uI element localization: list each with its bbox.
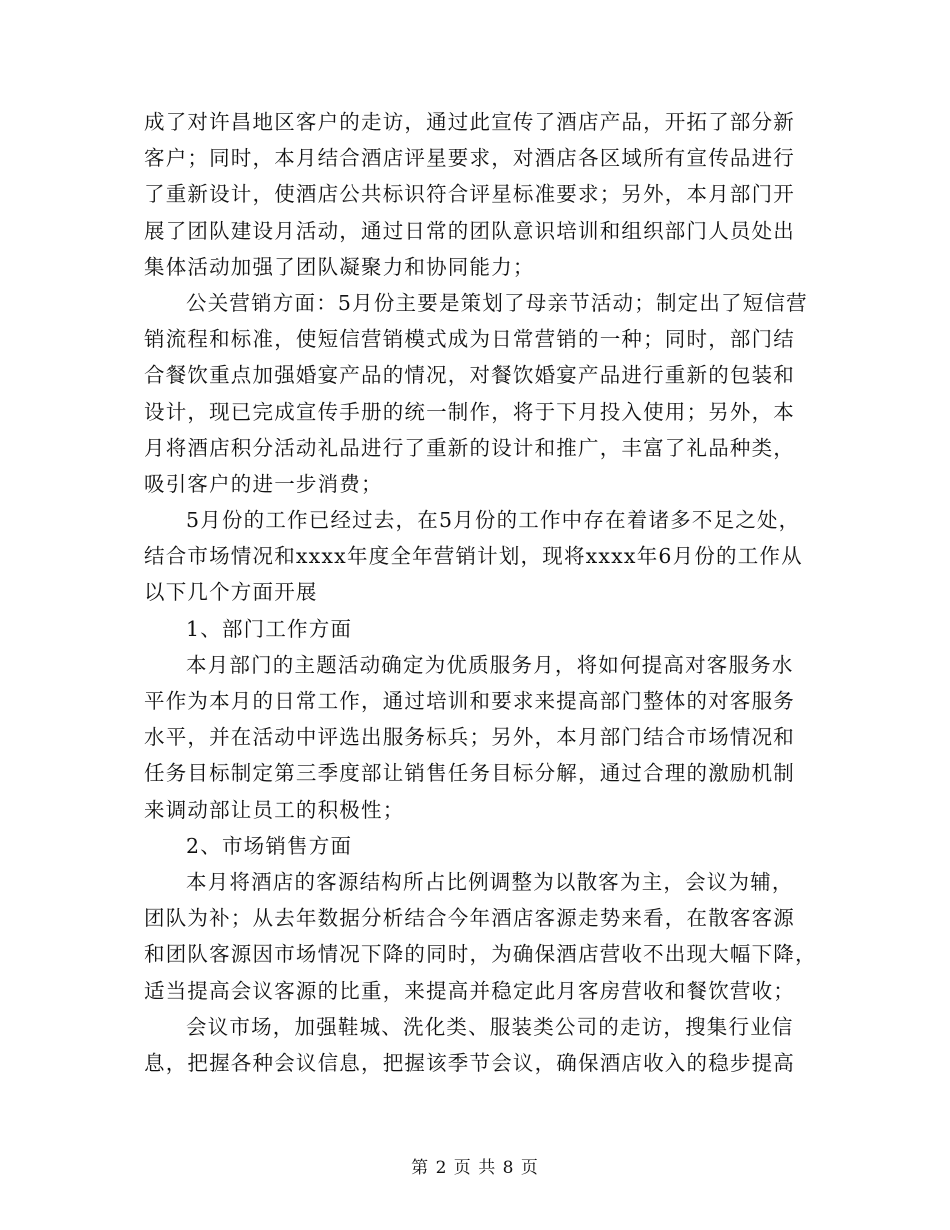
text-line: 了重新设计，使酒店公共标识符合评星标准要求；另外，本月部门开 xyxy=(144,182,795,207)
text-line: 成了对许昌地区客户的走访，通过此宣传了酒店产品，开拓了部分新 xyxy=(144,110,795,134)
text-line: 团队为补；从去年数据分析结合今年酒店客源走势来看，在散客客源 xyxy=(144,906,795,931)
text-line: 平作为本月的日常工作，通过培训和要求来提高部门整体的对客服务 xyxy=(144,689,795,713)
text-line: 5月份的工作已经过去，在5月份的工作中存在着诸多不足之处， xyxy=(186,508,801,533)
text-line: 水平，并在活动中评选出服务标兵；另外，本月部门结合市场情况和 xyxy=(144,725,795,750)
text-line: 结合市场情况和xxxx年度全年营销计划，现将xxxx年6月份的工作从 xyxy=(144,544,803,569)
text-line: 来调动部让员工的积极性； xyxy=(144,797,405,822)
text-line: 展了团队建设月活动，通过日常的团队意识培训和组织部门人员处出 xyxy=(144,218,795,243)
text-line: 客户；同时，本月结合酒店评星要求，对酒店各区域所有宣传品进行 xyxy=(144,146,795,171)
text-line: 和团队客源因市场情况下降的同时，为确保酒店营收不出现大幅下降， xyxy=(144,942,817,967)
text-line: 2、市场销售方面 xyxy=(186,833,353,858)
text-line: 1、部门工作方面 xyxy=(186,616,353,641)
text-line: 任务目标制定第三季度部让销售任务目标分解，通过合理的激励机制 xyxy=(144,761,795,786)
page-number-footer: 第 2 页 共 8 页 xyxy=(411,1158,539,1178)
document-body xyxy=(144,104,817,1081)
text-line: 适当提高会议客源的比重，来提高并稳定此月客房营收和餐饮营收； xyxy=(144,978,795,1003)
text-line: 合餐饮重点加强婚宴产品的情况，对餐饮婚宴产品进行重新的包装和 xyxy=(144,363,795,388)
text-line: 公关营销方面：5月份主要是策划了母亲节活动；制定出了短信营 xyxy=(186,290,808,315)
text-line: 销流程和标准，使短信营销模式成为日常营销的一种；同时，部门结 xyxy=(144,327,795,352)
text-line: 月将酒店积分活动礼品进行了重新的设计和推广，丰富了礼品种类， xyxy=(144,435,795,460)
text-line: 本月部门的主题活动确定为优质服务月，将如何提高对客服务水 xyxy=(186,652,794,677)
text-line: 本月将酒店的客源结构所占比例调整为以散客为主，会议为辅， xyxy=(186,869,794,894)
text-line: 设计，现已完成宣传手册的统一制作，将于下月投入使用；另外，本 xyxy=(144,399,795,424)
text-line: 以下几个方面开展 xyxy=(144,580,318,605)
text-line: 集体活动加强了团队凝聚力和协同能力； xyxy=(144,254,535,279)
text-line: 吸引客户的进一步消费； xyxy=(144,471,383,496)
text-line: 会议市场，加强鞋城、洗化类、服装类公司的走访，搜集行业信 xyxy=(186,1014,794,1039)
text-line: 息，把握各种会议信息，把握该季节会议，确保酒店收入的稳步提高 xyxy=(144,1050,795,1075)
